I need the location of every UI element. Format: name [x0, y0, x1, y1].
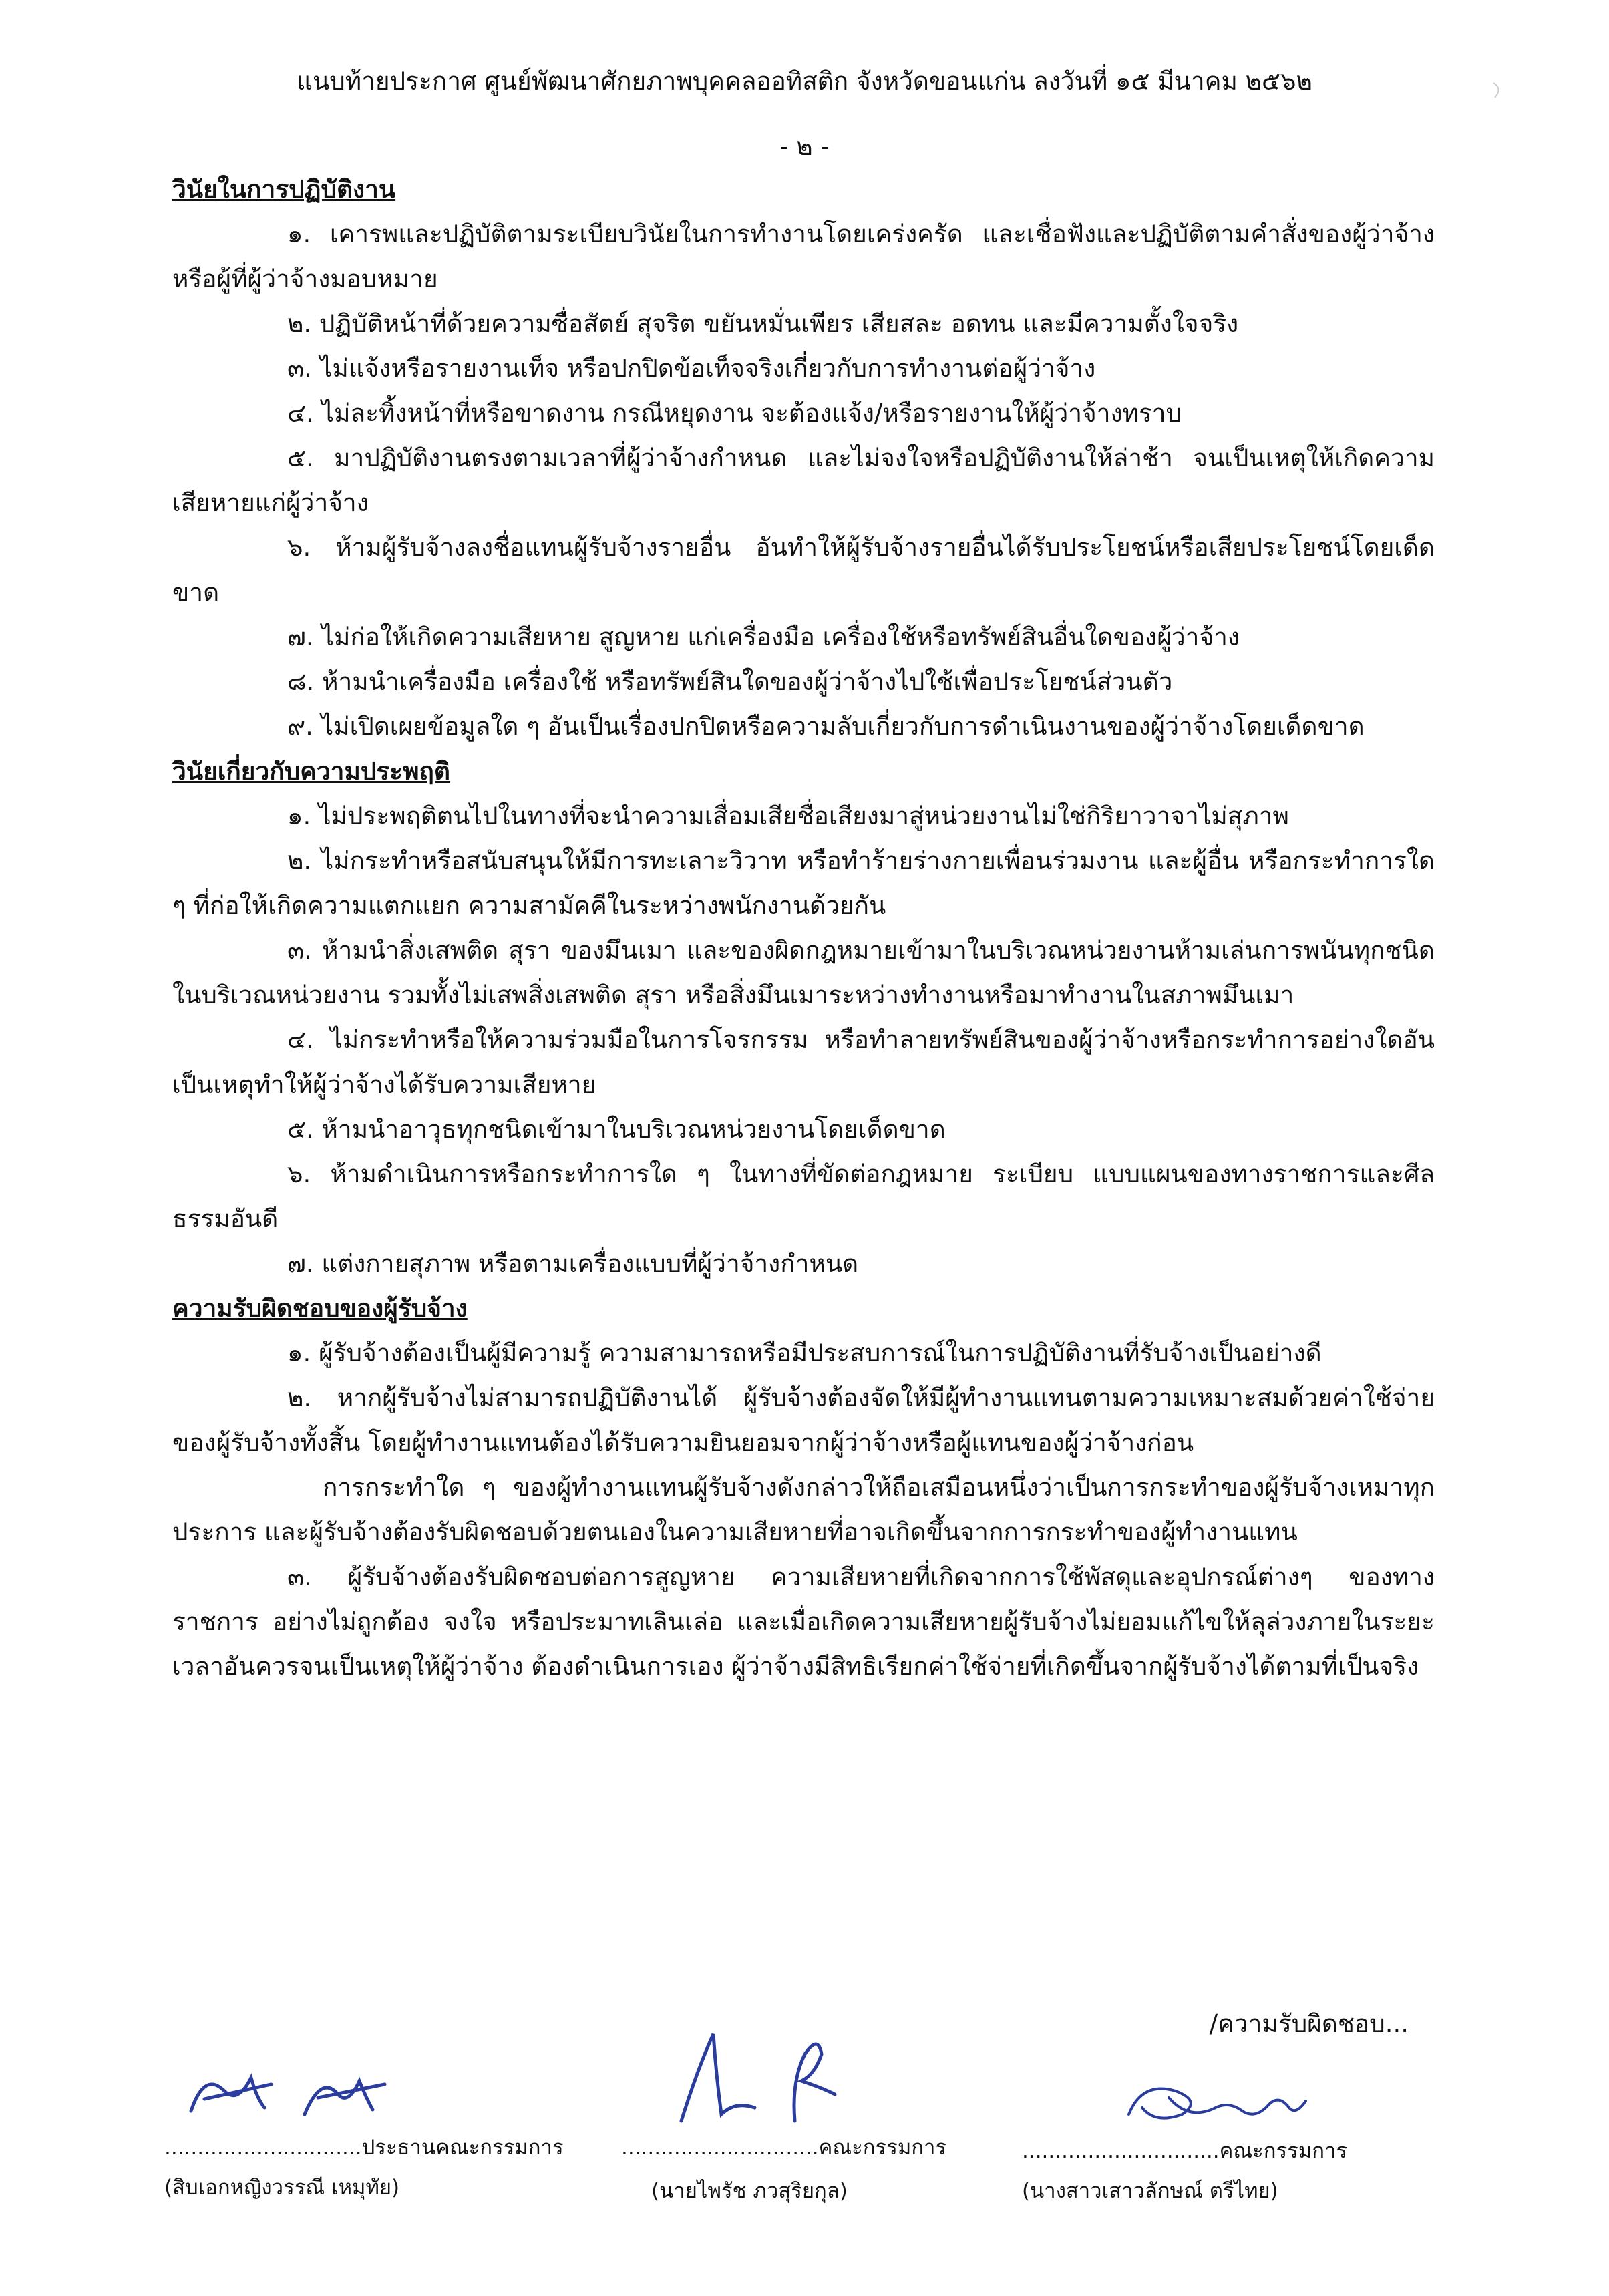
list-item: ๓. ไม่แจ้งหรือรายงานเท็จ หรือปกปิดข้อเท็จจริงเกี่ยวกับการทำงานต่อผู้ว่าจ้าง [287, 354, 1096, 383]
handwritten-signature-icon [1115, 2068, 1316, 2134]
list-item: ๖. ห้ามดำเนินการหรือกระทำการใด ๆ ในทางที่ขัดต่อกฎหมาย ระเบียบ แบบแผนของทางราชการและศีลธรรมอันดี [172, 1160, 1435, 1233]
list-item: ๘. ห้ามนำเครื่องมือ เครื่องใช้ หรือทรัพย์สินใดของผู้ว่าจ้างไปใช้เพื่อประโยชน์ส่วนตัว [287, 667, 1173, 696]
list-item: ๑. ไม่ประพฤติตนไปในทางที่จะนำความเสื่อมเสียชื่อเสียงมาสู่หน่วยงานไม่ใช่กิริยาวาจาไม่สุภาพ [287, 802, 1289, 830]
list-item: ๔. ไม่กระทำหรือให้ความร่วมมือในการโจรกรรม หรือทำลายทรัพย์สินของผู้ว่าจ้างหรือกระทำการอย่างใดอันเป็นเหตุทำให้ผู้ว่าจ้างได้รับความเสียหาย [172, 1025, 1435, 1099]
document-header: แนบท้ายประกาศ ศูนย์พัฒนาศักยภาพบุคคลออทิสติก จังหวัดขอนแก่น ลงวันที่ ๑๕ มีนาคม ๒๕๖๒ [297, 67, 1312, 96]
signature-role: คณะกรรมการ [1219, 2139, 1348, 2163]
list-item: การกระทำใด ๆ ของผู้ทำงานแทนผู้รับจ้างดังกล่าวให้ถือเสมือนหนึ่งว่าเป็นการกระทำของผู้รับจ้างเหมาทุกประการ และผู้รับจ้างต้องรับผิดชอบด้วยตนเองในความเสียหายที่อาจเกิดขึ้นจากการกระทำของผู้ทำงานแทน [172, 1473, 1435, 1546]
page-number: - ๒ - [779, 132, 830, 161]
list-item: ๕. มาปฏิบัติงานตรงตามเวลาที่ผู้ว่าจ้างกำหนด และไม่จงใจหรือปฏิบัติงานให้ล่าช้า จนเป็นเหตุให้เกิดความเสียหายแก่ผู้ว่าจ้าง [172, 444, 1435, 517]
list-item: ๑. เคารพและปฏิบัติตามระเบียบวินัยในการทำงานโดยเคร่งครัด และเชื่อฟังและปฏิบัติตามคำสั่งของผู้ว่าจ้างหรือผู้ที่ผู้ว่าจ้างมอบหมาย [172, 220, 1435, 293]
section-title: วินัยเกี่ยวกับความประพฤติ [172, 757, 450, 786]
signature-role: ประธานคณะกรรมการ [361, 2136, 564, 2160]
signatory-name: (สิบเอกหญิงวรรณี เหมุทัย) [164, 2176, 400, 2200]
list-item: ๓. ห้ามนำสิ่งเสพติด สุรา ของมึนเมา และของผิดกฎหมายเข้ามาในบริเวณหน่วยงานห้ามเล่นการพนันทุกชนิด ในบริเวณหน่วยงาน รวมทั้งไม่เสพสิ่งเสพติด สุรา หรือสิ่งมึนเมาระหว่างทำงานหรือมาทำงานในสภาพมึนเมา [172, 936, 1435, 1009]
section-title: ความรับผิดชอบของผู้รับจ้าง [172, 1294, 468, 1323]
handwritten-signature-icon [178, 2058, 418, 2131]
signatory-name: (นายไพรัช ภวสุริยกุล) [651, 2179, 848, 2203]
list-item: ๒. หากผู้รับจ้างไม่สามารถปฏิบัติงานได้ ผู้รับจ้างต้องจัดให้มีผู้ทำงานแทนตามความเหมาะสมด้วยค่าใช้จ่ายของผู้รับจ้างทั้งสิ้น โดยผู้ทำงานแทนต้องได้รับความยินยอมจากผู้ว่าจ้างหรือผู้แทนของผู้ว่าจ้างก่อน [172, 1383, 1435, 1457]
list-item: ๕. ห้ามนำอาวุธทุกชนิดเข้ามาในบริเวณหน่วยงานโดยเด็ดขาด [287, 1115, 946, 1144]
list-item: ๗. ไม่ก่อให้เกิดความเสียหาย สูญหาย แก่เครื่องมือ เครื่องใช้หรือทรัพย์สินอื่นใดของผู้ว่าจ้าง [287, 623, 1240, 651]
document-body [172, 167, 1435, 1689]
list-item: ๒. ปฏิบัติหน้าที่ด้วยความซื่อสัตย์ สุจริต ขยันหมั่นเพียร เสียสละ อดทน และมีความตั้งใจจริง [287, 309, 1239, 338]
list-item: ๙. ไม่เปิดเผยข้อมูลใด ๆ อันเป็นเรื่องปกปิดหรือความลับเกี่ยวกับการดำเนินงานของผู้ว่าจ้างโดยเด็ดขาด [287, 712, 1365, 741]
list-item: ๗. แต่งกายสุภาพ หรือตามเครื่องแบบที่ผู้ว่าจ้างกำหนด [287, 1249, 859, 1278]
signature-block-chair [164, 2058, 632, 2204]
signature-block-member-2 [1022, 2068, 1489, 2208]
signature-block-member-1 [621, 2027, 1089, 2201]
list-item: ๑. ผู้รับจ้างต้องเป็นผู้มีความรู้ ความสามารถหรือมีประสบการณ์ในการปฏิบัติงานที่รับจ้างเป็นอย่างดี [287, 1339, 1322, 1367]
list-item: ๒. ไม่กระทำหรือสนับสนุนให้มีการทะเลาะวิวาท หรือทำร้ายร่างกายเพื่อนร่วมงาน และผู้อื่น หรือกระทำการใด ๆ ที่ก่อให้เกิดความแตกแยก ความสามัคคีในระหว่างพนักงานด้วยกัน [172, 846, 1435, 920]
section-title: วินัยในการปฏิบัติงาน [172, 175, 396, 204]
list-item: ๔. ไม่ละทิ้งหน้าที่หรือขาดงาน กรณีหยุดงาน จะต้องแจ้ง/หรือรายงานให้ผู้ว่าจ้างทราบ [287, 399, 1182, 428]
list-item: ๖. ห้ามผู้รับจ้างลงชื่อแทนผู้รับจ้างรายอื่น อันทำให้ผู้รับจ้างรายอื่นได้รับประโยชน์หรือเสียประโยชน์โดยเด็ดขาด [172, 533, 1435, 607]
list-item: ๓. ผู้รับจ้างต้องรับผิดชอบต่อการสูญหาย ความเสียหายที่เกิดจากการใช้พัสดุและอุปกรณ์ต่างๆ ของทางราชการ อย่างไม่ถูกต้อง จงใจ หรือประมาทเลินเล่อ และเมื่อเกิดความเสียหายผู้รับจ้างไม่ยอมแก้ไขให้ลุล่วงภายในระยะเวลาอันควรจนเป็นเหตุให้ผู้ว่าจ้าง ต้องดำเนินการเอง ผู้ว่าจ้างมีสิทธิเรียกค่าใช้จ่ายที่เกิดขึ้นจากผู้รับจ้างได้ตามที่เป็นจริง [172, 1563, 1435, 1681]
continuation-note: /ความรับผิดชอบ... [1209, 2009, 1409, 2038]
signature-line: .............................. [621, 2136, 819, 2160]
corner-mark-icon [1491, 80, 1507, 100]
signature-line: .............................. [1022, 2139, 1220, 2163]
signature-role: คณะกรรมการ [818, 2136, 947, 2160]
handwritten-signature-icon [661, 2027, 862, 2134]
signature-line: .............................. [164, 2136, 362, 2160]
signatory-name: (นางสาวเสาวลักษณ์ ตรีไทย) [1022, 2179, 1278, 2203]
